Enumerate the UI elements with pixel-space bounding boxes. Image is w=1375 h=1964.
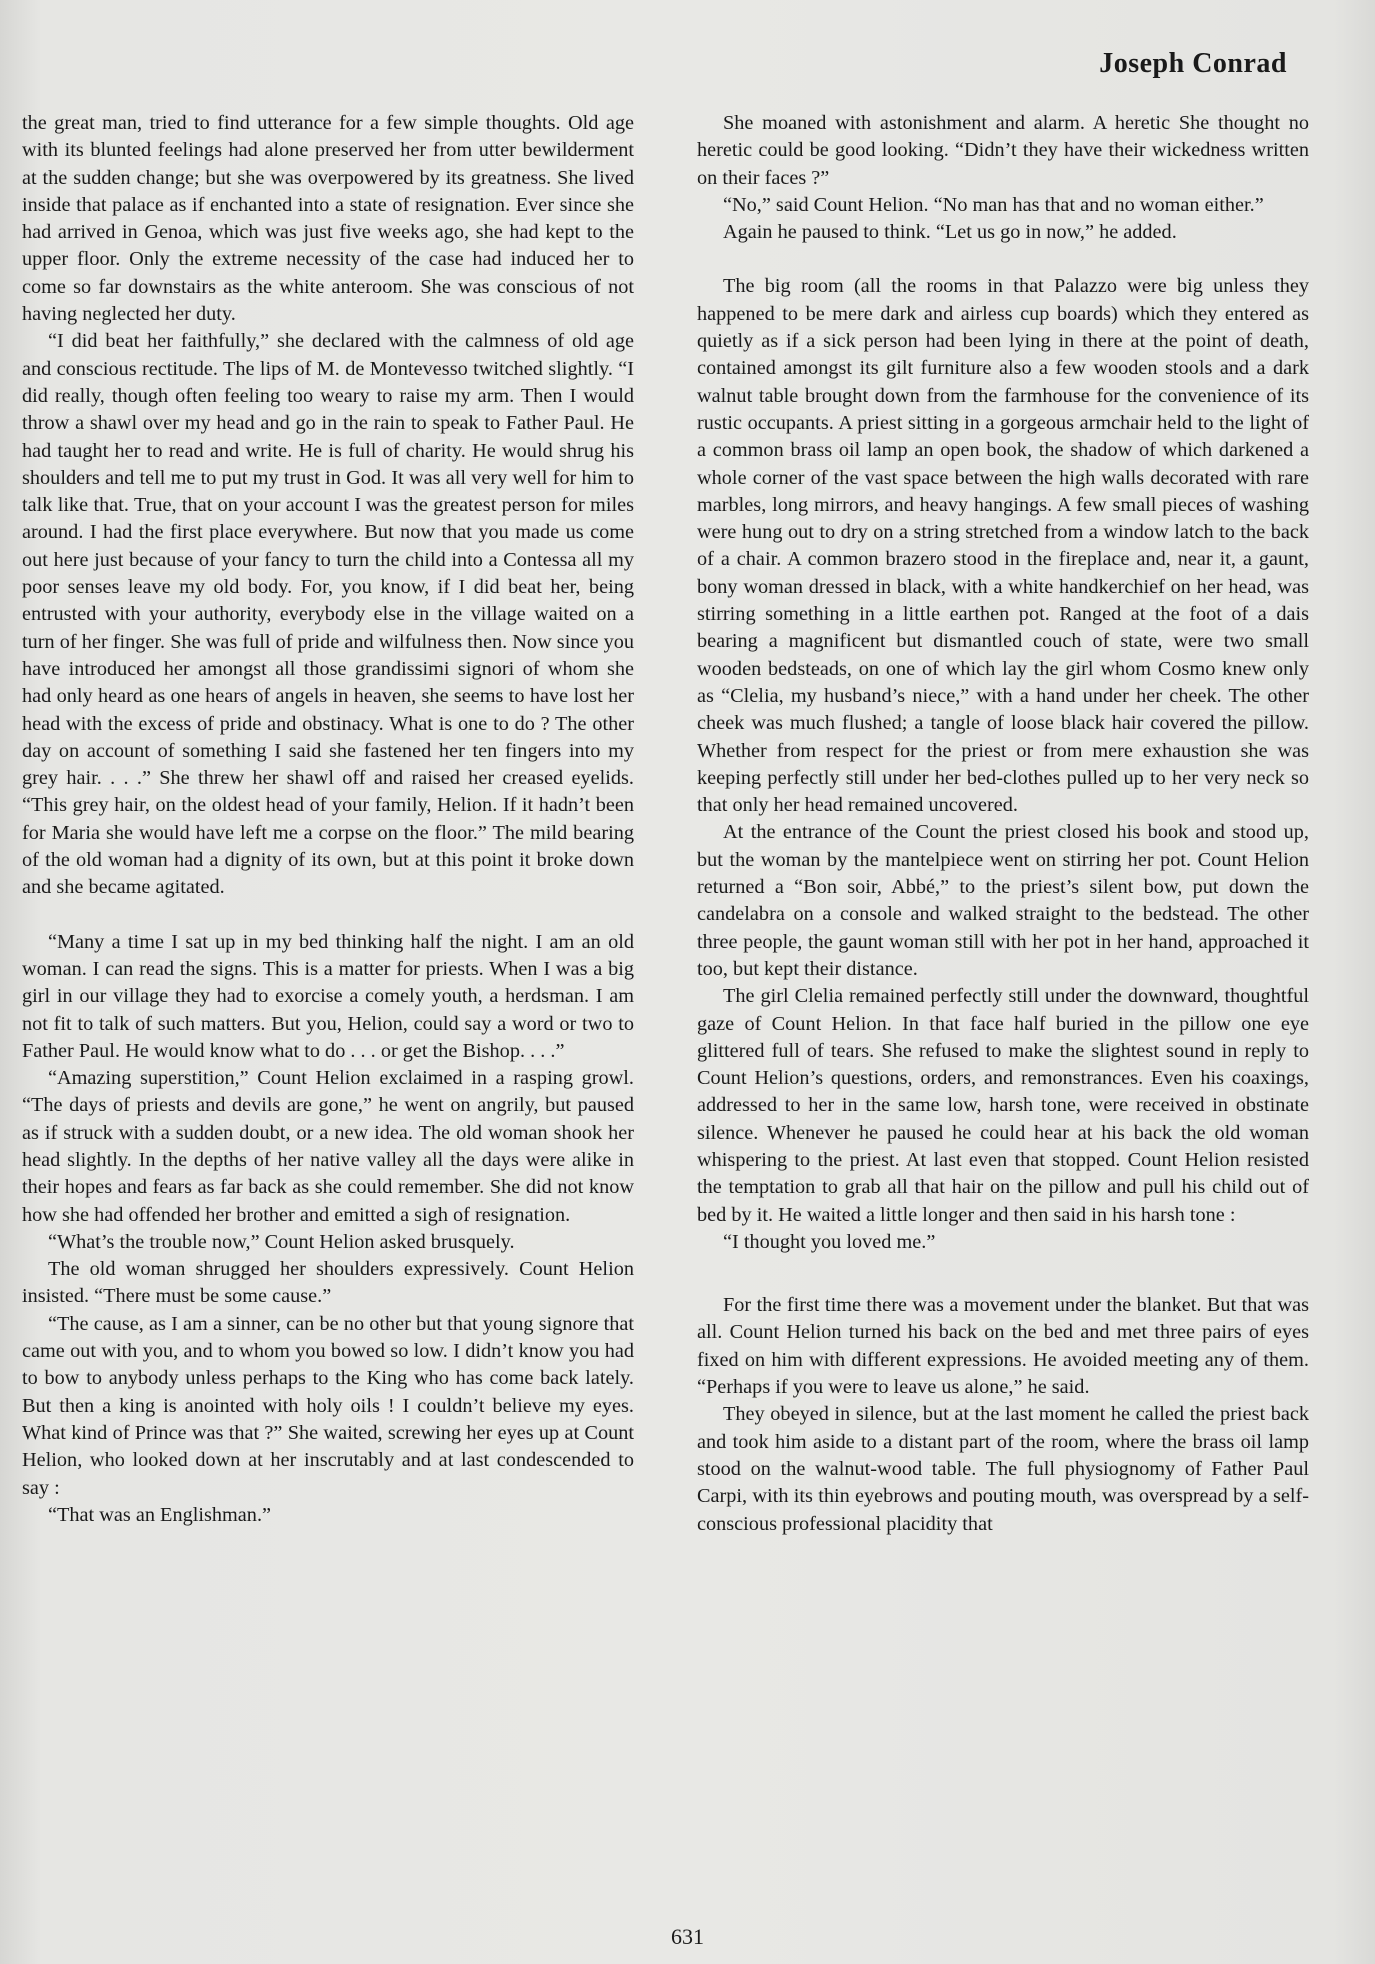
running-header: Joseph Conrad	[1099, 48, 1287, 79]
paragraph: “I thought you loved me.”	[723, 1230, 936, 1253]
paragraph: “What’s the trouble now,” Count Helion asked brusquely.	[48, 1230, 515, 1253]
right-column	[697, 110, 1309, 1538]
page-number: 631	[671, 1924, 704, 1949]
paragraph: “Amazing superstition,” Count Helion exclaimed in a rasping growl. “The days of priests and devils are gone,” he went on angrily, but paused as if struck with a sudden doubt, or a new idea. The old woman shook her head slightly. In the depths of her native valley all the days were alike in their hopes and fears as far back as she could remember. She did not know how she had offended her brother and emitted a sigh of resignation.	[22, 1067, 634, 1226]
paragraph: the great man, tried to find utterance for a few simple thoughts. Old age with its blunted feelings had alone preserved her from utter bewilderment at the sudden change; but she was overpowered by its greatness. She lived inside that palace as if enchanted into a state of resignation. Ever since she had arrived in Genoa, which was just five weeks ago, she had kept to the upper floor. Only the extreme necessity of the case had induced her to come so far downstairs as the white anteroom. She was conscious of not having neglected her duty.	[22, 112, 634, 326]
paragraph: The girl Clelia remained perfectly still under the downward, thoughtful gaze of Count Helion. In that face half buried in the pillow one eye glittered full of tears. She refused to make the slightest sound in reply to Count Helion’s questions, orders, and remonstrances. Even his coaxings, addressed to her in the same low, harsh tone, were received in obstinate silence. Whenever he paused he could hear at his back the old woman whispering to the priest. At last even that stopped. Count Helion resisted the temptation to grab all that hair on the pillow and pull his child out of bed by it. He waited a little longer and then said in his harsh tone :	[697, 985, 1309, 1226]
paragraph: “Many a time I sat up in my bed thinking half the night. I am an old woman. I can read the signs. This is a matter for priests. When I was a big girl in our village they had to exorcise a comely youth, a herdsman. I am not fit to talk of such matters. But you, Helion, could say a word or two to Father Paul. He would know what to do . . . or get the Bishop. . . .”	[22, 930, 634, 1062]
paragraph: “The cause, as I am a sinner, can be no other but that young signore that came out with you, and to whom you bowed so low. I didn’t know you had to bow to anybody unless perhaps to the King who has come back lately. But then a king is anointed with holy oils ! I couldn’t believe my eyes. What kind of Prince was that ?” She waited, screwing her eyes up at Count Helion, who looked down at her inscrutably and at last condescended to say :	[22, 1312, 634, 1499]
paragraph: Again he paused to think. “Let us go in now,” he added.	[723, 221, 1177, 244]
paragraph: “That was an Englishman.”	[48, 1503, 272, 1526]
paragraph: She moaned with astonishment and alarm. A heretic She thought no heretic could be good looking. “Didn’t they have their wickedness written on their faces ?”	[697, 112, 1309, 189]
paragraph: The old woman shrugged her shoulders expressively. Count Helion insisted. “There must be some cause.”	[22, 1258, 634, 1308]
paragraph: “I did beat her faithfully,” she declared with the calmness of old age and conscious rectitude. The lips of M. de Montevesso twitched slightly. “I did really, though often feeling too weary to raise my arm. Then I would throw a shawl over my head and go in the rain to speak to Father Paul. He had taught her to read and write. He is full of charity. He would shrug his shoulders and tell me to put my trust in God. It was all very well for him to talk like that. True, that on your account I was the greatest person for miles around. I had the first place everywhere. But now that you made us come out here just because of your fancy to turn the child into a Contessa all my poor senses leave my old body. For, you know, if I did beat her, being entrusted with your authority, everybody else in the village waited on a turn of her finger. She was full of pride and wilfulness then. Now since you have introduced her amongst all those grandissimi signori of whom she had only heard as one hears of angels in heaven, she seems to have lost her head with the excess of pride and obstinacy. What is one to do ? The other day on account of something I said she fastened her ten fingers into my grey hair. . . .” She threw her shawl off and raised her creased eyelids. “This grey hair, on the oldest head of your family, Helion. If it hadn’t been for Maria she would have left me a corpse on the floor.” The mild bearing of the old woman had a dignity of its own, but at this point it broke down and she became agitated.	[22, 330, 634, 899]
paragraph: They obeyed in silence, but at the last moment he called the priest back and took him aside to a distant part of the room, where the brass oil lamp stood on the walnut-wood table. The full physiognomy of Father Paul Carpi, with its thin eyebrows and pouting mouth, was overspread by a self-conscious professional placidity that	[697, 1403, 1309, 1535]
paragraph: The big room (all the rooms in that Palazzo were big unless they happened to be mere dark and airless cup boards) which they entered as quietly as if a sick person had been lying in there at the point of death, contained amongst its gilt furniture also a few wooden stools and a dark walnut table brought down from the farmhouse for the convenience of its rustic occupants. A priest sitting in a gorgeous armchair held to the light of a common brass oil lamp an open book, the shadow of which darkened a whole corner of the vast space between the high walls decorated with rare marbles, long mirrors, and heavy hangings. A few small pieces of washing were hung out to dry on a string stretched from a window latch to the back of a chair. A common brazero stood in the fireplace and, near it, a gaunt, bony woman dressed in black, with a white handkerchief on her head, was stirring something in a little earthen pot. Ranged at the foot of a dais bearing a magnificent but dismantled couch of state, were two small wooden bedsteads, on one of which lay the girl whom Cosmo knew only as “Clelia, my husband’s niece,” with a hand under her cheek. The other cheek was much flushed; a tangle of loose black hair covered the pillow. Whether from respect for the priest or from mere exhaustion she was keeping perfectly still under her bed-clothes pulled up to her very neck so that only her head remained uncovered.	[697, 275, 1309, 817]
paragraph: For the first time there was a movement under the blanket. But that was all. Count Helion turned his back on the bed and met three pairs of eyes fixed on him with different expressions. He avoided meeting any of them. “Perhaps if you were to leave us alone,” he said.	[697, 1294, 1309, 1399]
paragraph: At the entrance of the Count the priest closed his book and stood up, but the woman by the mantelpiece went on stirring her pot. Count Helion returned a “Bon soir, Abbé,” to the priest’s silent bow, put down the candelabra on a console and walked straight to the bedstead. The other three people, the gaunt woman still with her pot in her hand, approached it too, but kept their distance.	[697, 821, 1309, 980]
left-column	[22, 110, 634, 1529]
paragraph: “No,” said Count Helion. “No man has that and no woman either.”	[723, 193, 1264, 216]
